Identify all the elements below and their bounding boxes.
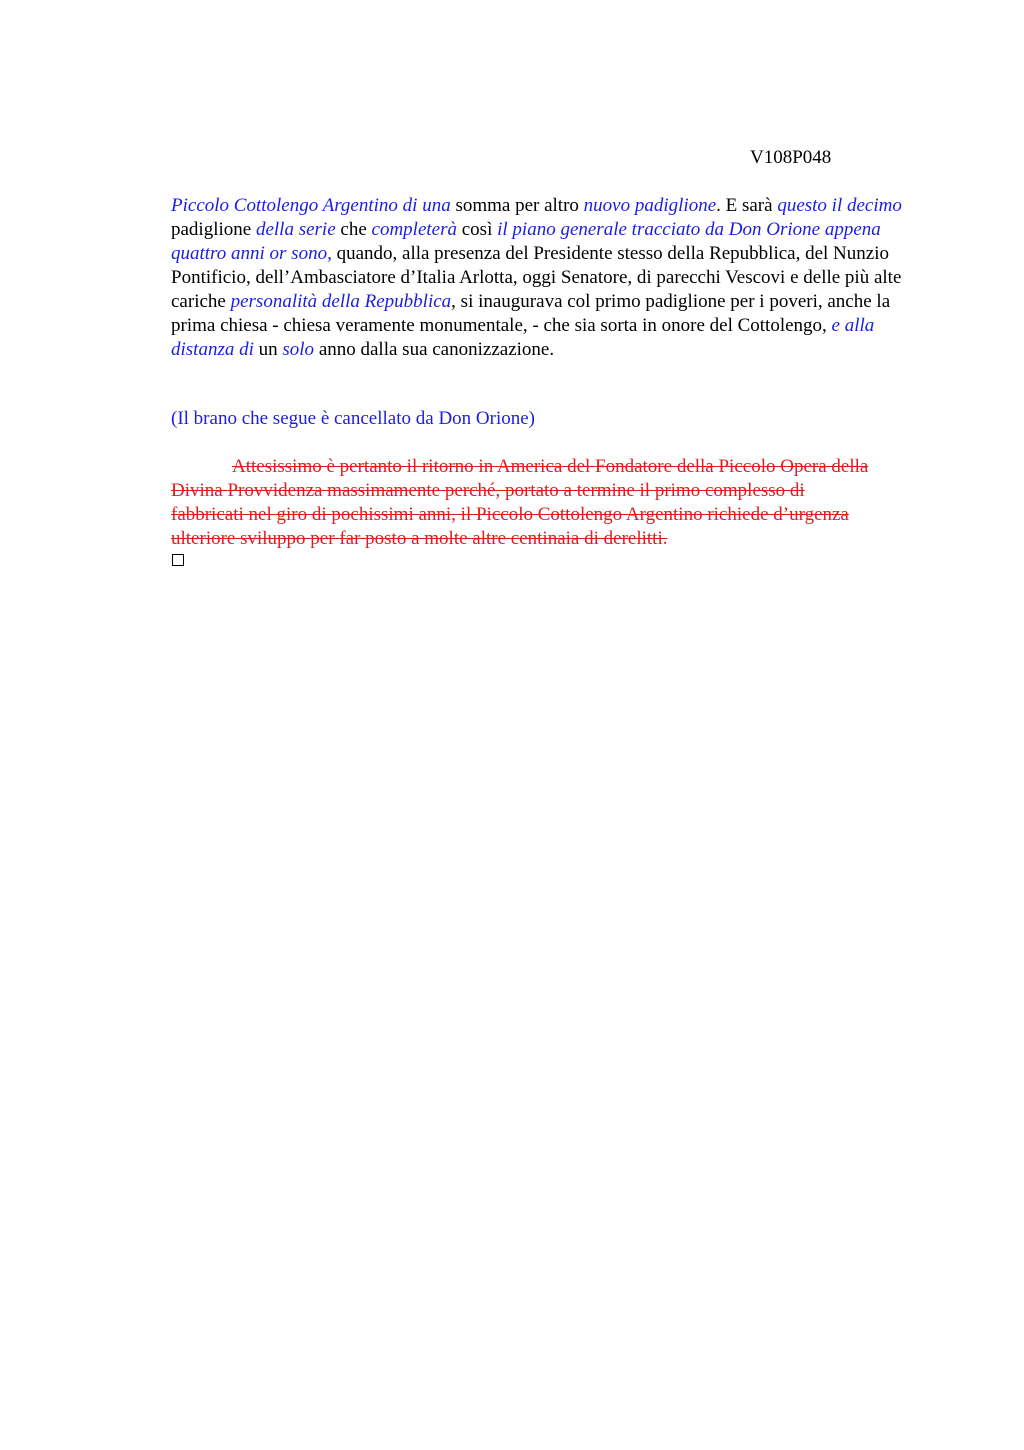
main-paragraph <box>171 194 911 362</box>
text-segment: un <box>253 339 283 360</box>
checkbox-icon <box>172 554 184 566</box>
text-segment: così <box>457 219 498 240</box>
text-segment: somma per altro <box>450 195 584 216</box>
text-segment: . E sarà <box>716 195 778 216</box>
text-segment: Piccolo Cottolengo Argentino di una <box>171 195 451 216</box>
text-segment: anno dalla sua canonizzazione. <box>314 339 555 360</box>
deleted-line: Attesissimo è pertanto il ritorno in America del Fondatore della Piccolo Opera della <box>232 456 869 477</box>
text-segment: , si inaugurava col primo padiglione per i poveri, anche la prima chiesa - chiesa veramente monumentale, - che sia sorta in onore del Cottolengo, <box>171 291 891 336</box>
deleted-paragraph <box>171 455 931 551</box>
text-segment: che <box>335 219 372 240</box>
text-segment: solo <box>282 339 315 360</box>
text-segment: padiglione <box>171 219 256 240</box>
text-segment: e alla distanza di <box>171 315 875 360</box>
page-code: V108P048 <box>750 147 832 168</box>
text-segment: quando, alla presenza del Presidente stesso della Repubblica, del Nunzio Pontificio, dell’Ambasciatore d’Italia Arlotta, oggi Senatore, di parecchi Vescovi e delle più alte cariche <box>171 243 902 312</box>
text-segment: nuovo padiglione <box>583 195 717 216</box>
text-segment: personalità della Repubblica <box>230 291 452 312</box>
deleted-line: ulteriore sviluppo per far posto a molte altre centinaia di derelitti. <box>171 528 668 549</box>
text-segment: della serie <box>255 219 336 240</box>
deleted-line: Divina Provvidenza massimamente perché, portato a termine il primo complesso di <box>171 480 805 501</box>
text-segment: completerà <box>371 219 457 240</box>
text-segment: il piano generale tracciato da Don Orione appena quattro anni or sono, <box>171 219 881 264</box>
deleted-line: fabbricati nel giro di pochissimi anni, il Piccolo Cottolengo Argentino richiede d’urgenza <box>171 504 849 525</box>
editor-note: (Il brano che segue è cancellato da Don Orione) <box>171 408 535 429</box>
text-segment: questo il decimo <box>777 195 902 216</box>
